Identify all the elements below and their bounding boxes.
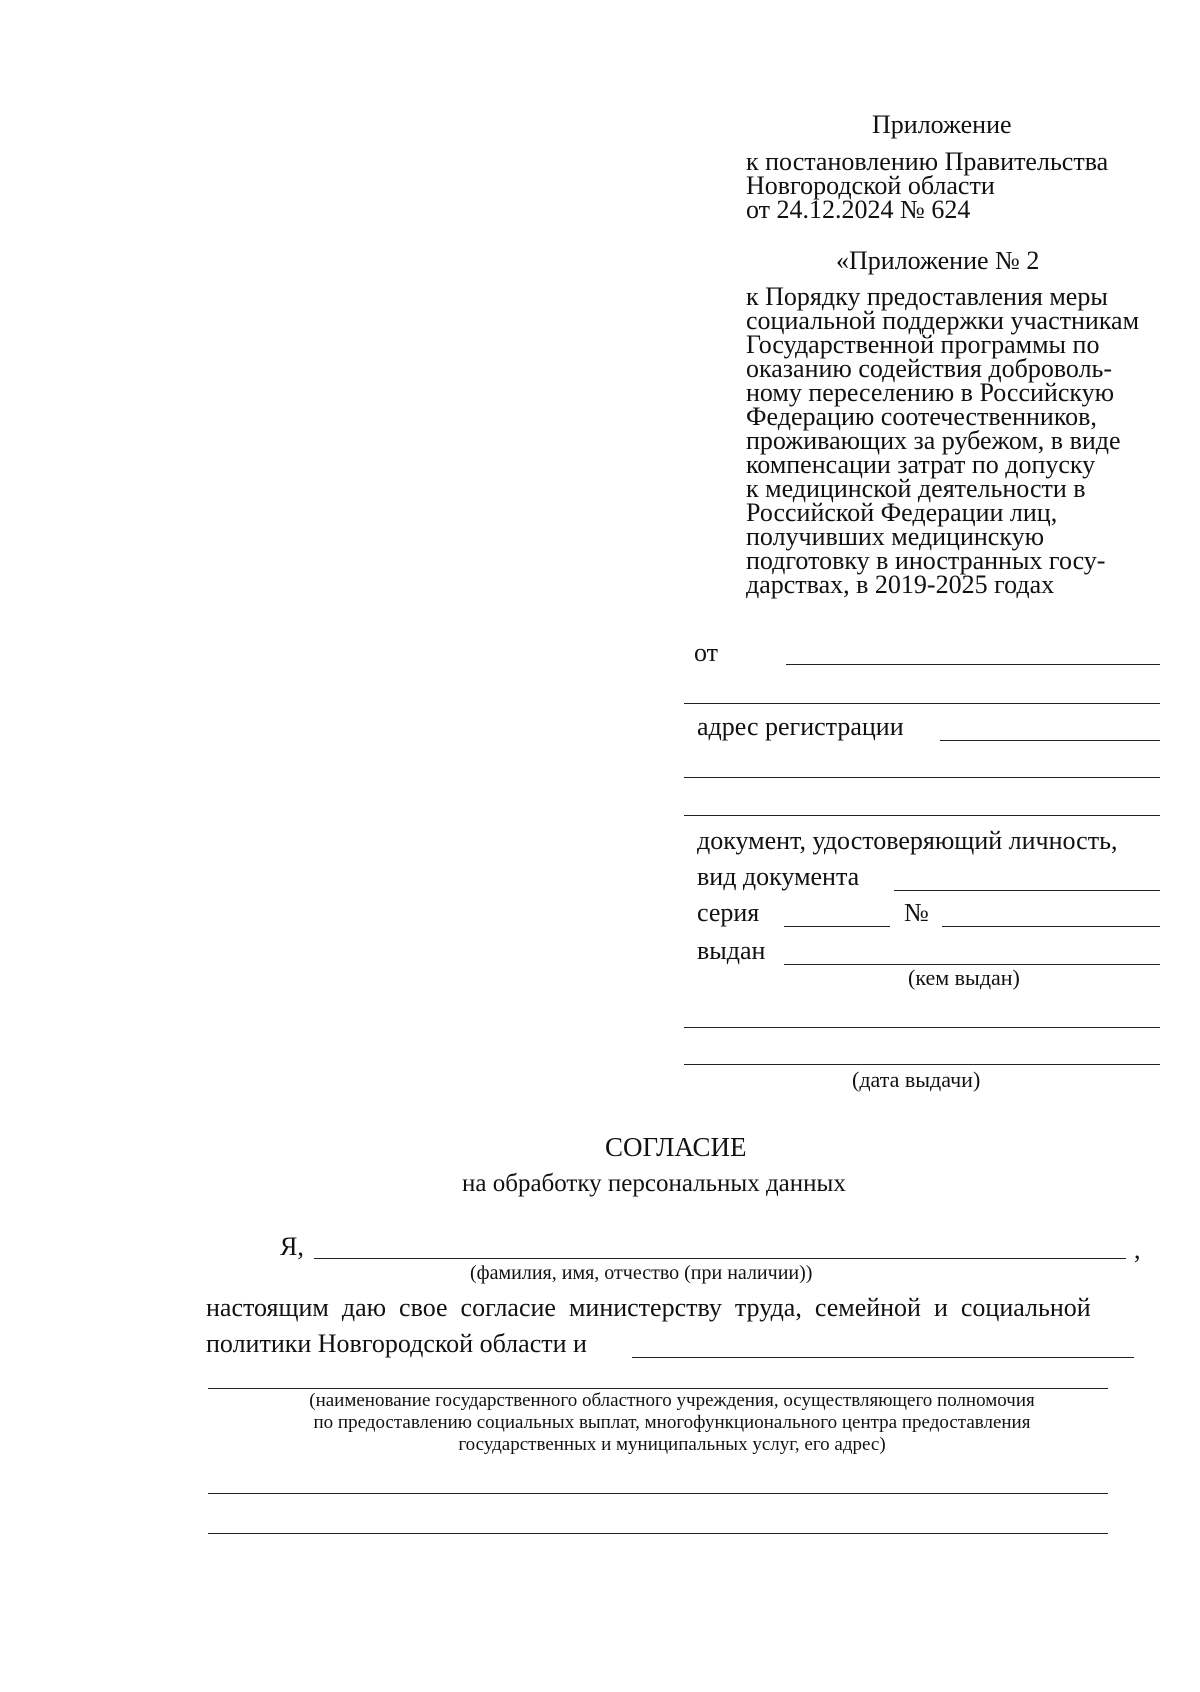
document-type-label: вид документа	[697, 862, 860, 891]
comma: ,	[1134, 1235, 1141, 1264]
appendix2-ref-line: ному переселению в Российскую	[746, 378, 1115, 407]
from-label: от	[694, 638, 719, 667]
number-label: №	[904, 898, 929, 927]
organization-hint	[200, 1390, 1144, 1456]
address-label: адрес регистрации	[697, 712, 904, 741]
issued-label: выдан	[697, 936, 766, 965]
appendix2-ref-line: к медицинской деятельности в	[746, 474, 1086, 503]
address-field[interactable]	[940, 740, 1160, 741]
appendix-title: Приложение	[872, 110, 1012, 139]
consent-text-line-2: политики Новгородской области и	[206, 1329, 587, 1358]
appendix2-title: «Приложение № 2	[836, 246, 1040, 275]
organization-hint-line: государственных и муниципальных услуг, его адрес)	[458, 1434, 886, 1455]
appendix2-ref-line: социальной поддержки участникам	[746, 306, 1140, 335]
issued-by-hint: (кем выдан)	[908, 965, 1020, 990]
series-field[interactable]	[784, 926, 890, 927]
organization-hint-line: (наименование государственного областного учреждения, осуществляющего полномочия	[309, 1390, 1035, 1411]
issued-by-field-line-2[interactable]	[684, 1027, 1160, 1028]
appendix-ref-line: Новгородской области	[746, 171, 995, 200]
issue-date-field[interactable]	[684, 1064, 1160, 1065]
appendix2-ref-line: оказанию содействия доброволь-	[746, 354, 1113, 383]
number-field[interactable]	[942, 926, 1160, 927]
appendix2-ref-line: Федерацию соотечественников,	[746, 402, 1097, 431]
from-field-line-2[interactable]	[684, 703, 1160, 704]
organization-field[interactable]	[632, 1357, 1134, 1358]
consent-text-line-1: настоящим даю свое согласие министерству труда, семейной и социальной	[206, 1293, 1091, 1322]
issue-date-hint: (дата выдачи)	[852, 1067, 981, 1092]
appendix2-ref-line: дарствах, в 2019-2025 годах	[746, 570, 1055, 599]
appendix2-ref-line: получивших медицинскую	[746, 522, 1045, 551]
appendix2-ref-line: Российской Федерации лиц,	[746, 498, 1058, 527]
address-field-line-2[interactable]	[684, 777, 1160, 778]
appendix-ref-line: к постановлению Правительства	[746, 147, 1109, 176]
id-document-label: документ, удостоверяющий личность,	[697, 826, 1118, 855]
appendix2-reference	[746, 282, 1140, 599]
consent-subtitle: на обработку персональных данных	[462, 1170, 846, 1197]
full-name-hint: (фамилия, имя, отчество (при наличии))	[470, 1262, 813, 1284]
consent-title: СОГЛАСИЕ	[605, 1132, 747, 1162]
appendix2-ref-line: к Порядку предоставления меры	[746, 282, 1108, 311]
appendix-ref-line: от 24.12.2024 № 624	[746, 195, 971, 224]
organization-field-line-2[interactable]	[208, 1388, 1108, 1389]
series-label: серия	[697, 898, 760, 927]
appendix2-ref-line: Государственной программы по	[746, 330, 1100, 359]
organization-hint-line: по предоставлению социальных выплат, многофункционального центра предоставления	[313, 1412, 1031, 1433]
from-field[interactable]	[786, 664, 1160, 665]
appendix2-ref-line: подготовку в иностранных госу-	[746, 546, 1106, 575]
appendix-reference	[746, 147, 1109, 224]
document-type-field[interactable]	[894, 890, 1160, 891]
i-label: Я,	[280, 1232, 304, 1261]
organization-address-field-line-2[interactable]	[208, 1533, 1108, 1534]
address-field-line-3[interactable]	[684, 815, 1160, 816]
organization-address-field[interactable]	[208, 1493, 1108, 1494]
appendix2-ref-line: компенсации затрат по допуску	[746, 450, 1096, 479]
appendix2-ref-line: проживающих за рубежом, в виде	[746, 426, 1121, 455]
full-name-field[interactable]	[314, 1258, 1126, 1259]
